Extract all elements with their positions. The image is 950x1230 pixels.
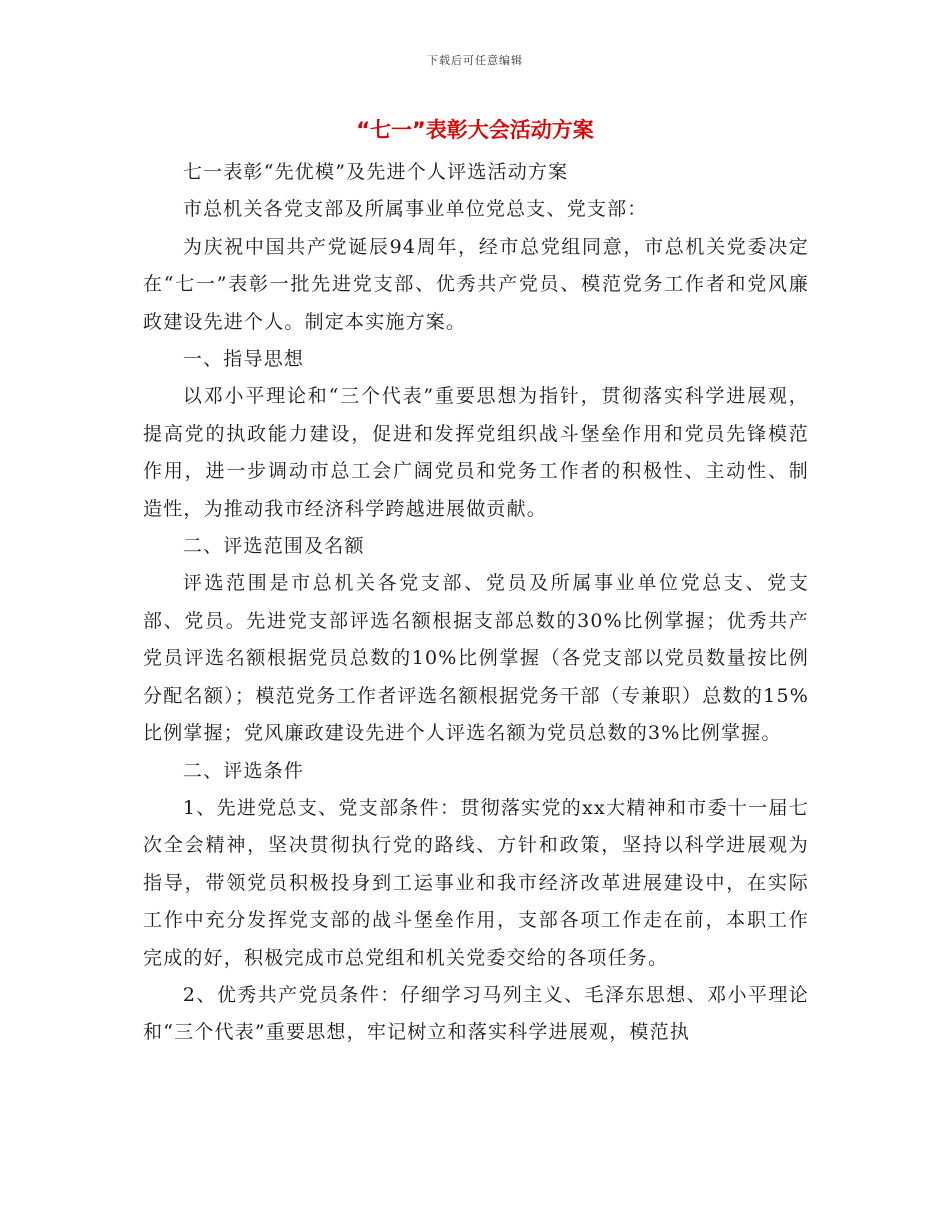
section-heading-guiding-thought: 一、指导思想: [182, 348, 305, 371]
paragraph-addressee: 市总机关各党支部及所属事业单位党总支、党支部：: [182, 198, 648, 221]
paragraph-criteria-branch: 1、先进党总支、党支部条件：贯彻落实党的xx大精神和市委十一届七次全会精神，坚决贯彻执行党的路线、方针和政策，坚持以科学进展观为指导，带领党员积极投身到工运事业和我市经济改革进展建设中，在实际工作中充分发挥党支部的战斗堡垒作用，支部各项工作走在前，本职工作完成的好，积极完成市总党组和机关党委交给的各项任务。: [143, 796, 809, 969]
document-body: [143, 154, 809, 1052]
paragraph-scope: 评选范围是市总机关各党支部、党员及所属事业单位党总支、党支部、党员。先进党支部评选名额根据支部总数的30%比例掌握；优秀共产党员评选名额根据党员总数的10%比例掌握（各党支部以党员数量按比例分配名额）；模范党务工作者评选名额根据党务干部（专兼职）总数的15%比例掌握；党风廉政建设先进个人评选名额为党员总数的3%比例掌握。: [143, 572, 809, 745]
paragraph-criteria-member: 2、优秀共产党员条件：仔细学习马列主义、毛泽东思想、邓小平理论和“三个代表”重要思想，牢记树立和落实科学进展观，模范执: [143, 983, 809, 1044]
section-heading-criteria: 二、评选条件: [182, 759, 305, 782]
paragraph-intro: 为庆祝中国共产党诞辰94周年，经市总党组同意，市总机关党委决定在“七一”表彰一批先进党支部、优秀共产党员、模范党务工作者和党风廉政建设先进个人。制定本实施方案。: [143, 235, 809, 333]
section-heading-scope: 二、评选范围及名额: [182, 535, 365, 558]
paragraph-subtitle: 七一表彰“先优模”及先进个人评选活动方案: [182, 161, 569, 183]
document-title: “七一”表彰大会活动方案: [356, 118, 594, 142]
header-note: 下载后可任意编辑: [427, 54, 523, 67]
paragraph-guiding-thought: 以邓小平理论和“三个代表”重要思想为指针，贯彻落实科学进展观，提高党的执政能力建设，促进和发挥党组织战斗堡垒作用和党员先锋模范作用，进一步调动市总工会广阔党员和党务工作者的积极性、主动性、制造性，为推动我市经济科学跨越进展做贡献。: [143, 385, 809, 520]
